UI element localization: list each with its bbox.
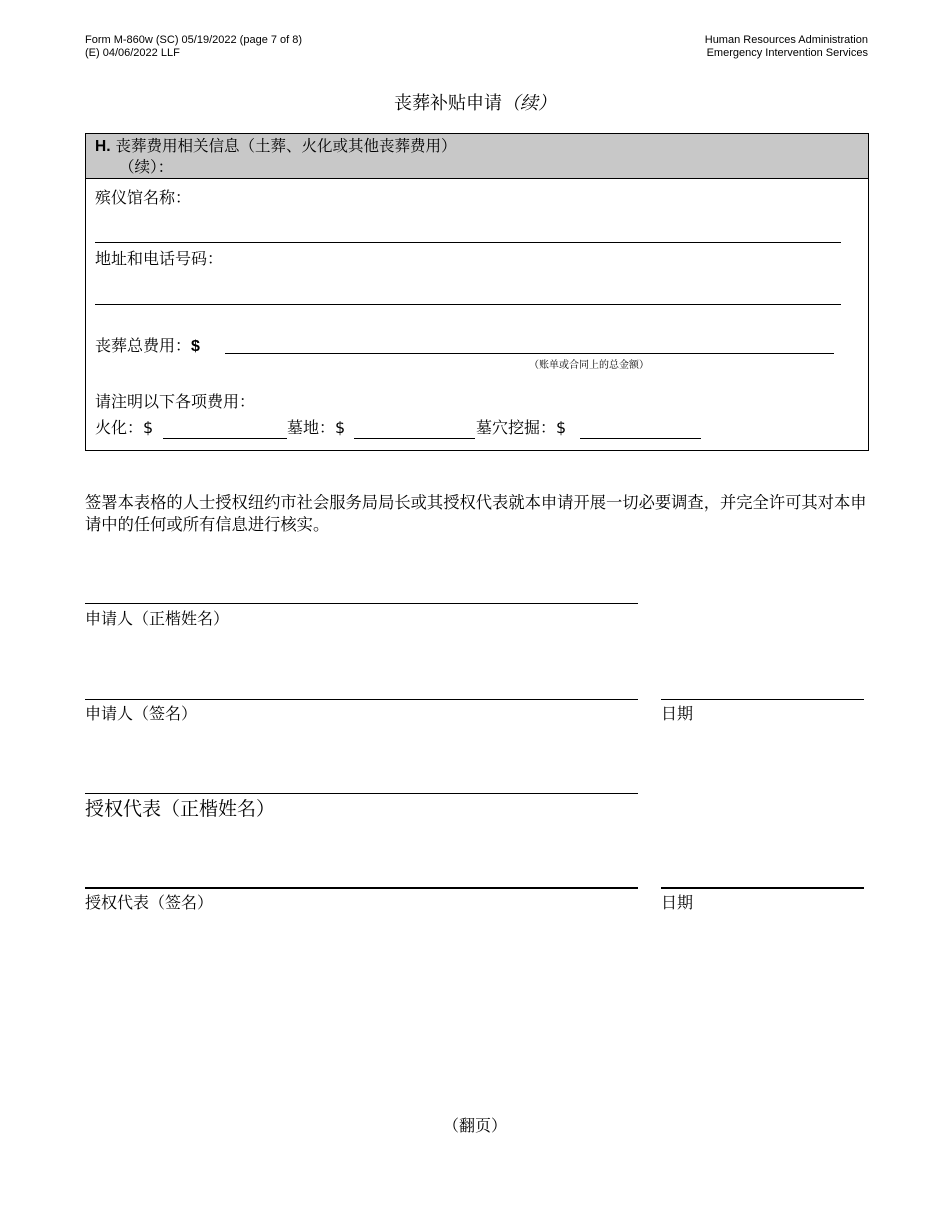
- address-phone-field[interactable]: [95, 304, 841, 305]
- total-cost-label: [95, 336, 200, 357]
- cemetery-field[interactable]: [354, 438, 475, 439]
- rep-date-field[interactable]: [661, 887, 864, 889]
- section-heading-cont: （续）：: [119, 158, 174, 176]
- authorization-paragraph: 签署本表格的人士授权纽约市社会服务局局长或其授权代表就本申请开展一切必要调查，并完全许可其对本申请中的任何或所有信息进行核实。: [85, 493, 867, 534]
- applicant-date-label: 日期: [661, 704, 694, 723]
- rep-sign-label: 授权代表（签名）: [85, 893, 214, 912]
- agency-name: Human Resources Administration: [704, 34, 868, 46]
- grave-opening-label: 墓穴挖掘：$: [476, 418, 567, 437]
- funeral-home-field[interactable]: [95, 242, 841, 243]
- total-cost-field[interactable]: [225, 353, 834, 354]
- section-h-header: [86, 134, 868, 179]
- total-cost-text: 丧葬总费用：: [95, 336, 192, 355]
- total-cost-note: （账单或合同上的总金额）: [529, 360, 649, 371]
- title-suffix: （续）: [502, 93, 556, 114]
- dollar-sign: $: [191, 338, 200, 355]
- title-main: 丧葬补贴申请: [394, 93, 502, 114]
- section-heading: 丧葬费用相关信息（土葬、火化或其他丧葬费用）: [115, 137, 457, 155]
- turn-page-note: （翻页）: [442, 1116, 507, 1135]
- rep-sign-field[interactable]: [85, 887, 638, 889]
- grave-opening-field[interactable]: [580, 438, 701, 439]
- section-letter: H.: [95, 138, 111, 155]
- form-number: Form M-860w (SC) 05/19/2022 (page 7 of 8): [85, 34, 303, 46]
- section-h-box: [85, 133, 869, 451]
- funeral-home-label: 殡仪馆名称：: [95, 188, 192, 207]
- applicant-date-field[interactable]: [661, 699, 864, 700]
- agency-division: Emergency Intervention Services: [706, 47, 868, 59]
- form-id-header: [85, 34, 302, 60]
- cremation-label: 火化：$: [95, 418, 154, 437]
- page-title: [0, 89, 950, 115]
- rep-print-label: 授权代表（正楷姓名）: [85, 798, 276, 820]
- agency-header: [705, 34, 868, 60]
- applicant-print-label: 申请人（正楷姓名）: [85, 609, 230, 628]
- applicant-sign-field[interactable]: [85, 699, 638, 700]
- applicant-print-field[interactable]: [85, 603, 638, 604]
- itemize-label: 请注明以下各项费用：: [95, 392, 256, 411]
- rep-print-field[interactable]: [85, 793, 638, 794]
- cremation-field[interactable]: [163, 438, 287, 439]
- address-phone-label: 地址和电话号码：: [95, 249, 224, 268]
- cemetery-label: 墓地：$: [287, 418, 346, 437]
- form-revision: (E) 04/06/2022 LLF: [85, 47, 180, 59]
- applicant-sign-label: 申请人（签名）: [85, 704, 198, 723]
- rep-date-label: 日期: [661, 893, 694, 912]
